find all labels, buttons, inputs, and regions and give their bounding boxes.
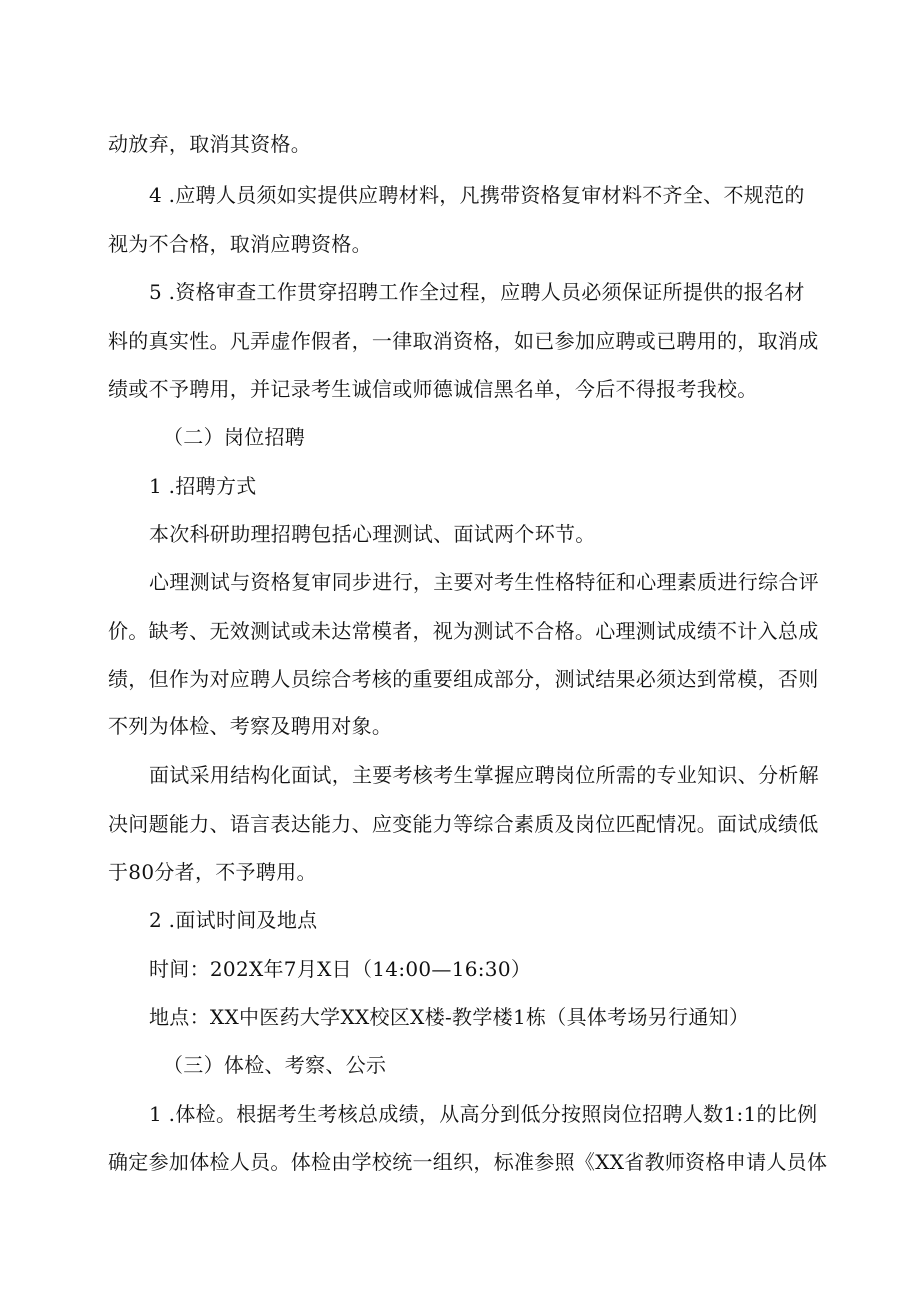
text-line: 价。缺考、无效测试或未达常模者，视为测试不合格。心理测试成绩不计入总成 bbox=[108, 619, 819, 643]
text-line: 绩或不予聘用，并记录考生诚信或师德诚信黑名单，今后不得报考我校。 bbox=[108, 377, 758, 401]
text-line: 绩，但作为对应聘人员综合考核的重要组成部分，测试结果必须达到常模，否则 bbox=[108, 667, 819, 691]
subsection-heading: 2 .面试时间及地点 bbox=[149, 908, 318, 932]
text-line: 料的真实性。凡弄虚作假者，一律取消资格，如已参加应聘或已聘用的，取消成 bbox=[108, 329, 819, 353]
text-line: 1 .体检。根据考生考核总成绩，从高分到低分按照岗位招聘人数1:1的比例 bbox=[149, 1102, 818, 1126]
text-line: 于80分者，不予聘用。 bbox=[108, 860, 317, 884]
interview-location: 地点：XX中医药大学XX校区X楼-教学楼1栋（具体考场另行通知） bbox=[149, 1005, 750, 1029]
section-heading: （三）体检、考察、公示 bbox=[163, 1053, 387, 1077]
text-line: 本次科研助理招聘包括心理测试、面试两个环节。 bbox=[149, 522, 596, 546]
text-line: 动放弃，取消其资格。 bbox=[108, 132, 311, 156]
text-line: 4 .应聘人员须如实提供应聘材料，凡携带资格复审材料不齐全、不规范的 bbox=[149, 183, 805, 207]
text-line: 确定参加体检人员。体检由学校统一组织，标准参照《XX省教师资格申请人员体 bbox=[108, 1150, 828, 1174]
subsection-heading: 1 .招聘方式 bbox=[149, 474, 257, 498]
text-line: 决问题能力、语言表达能力、应变能力等综合素质及岗位匹配情况。面试成绩低 bbox=[108, 812, 819, 836]
interview-time: 时间：202X年7月X日（14:00—16:30） bbox=[149, 957, 532, 981]
text-line: 视为不合格，取消应聘资格。 bbox=[108, 232, 372, 256]
text-line: 不列为体检、考察及聘用对象。 bbox=[108, 714, 393, 738]
text-line: 5 .资格审查工作贯穿招聘工作全过程，应聘人员必须保证所提供的报名材 bbox=[149, 280, 805, 304]
section-heading: （二）岗位招聘 bbox=[163, 425, 306, 449]
text-line: 心理测试与资格复审同步进行，主要对考生性格特征和心理素质进行综合评 bbox=[149, 570, 819, 594]
text-line: 面试采用结构化面试，主要考核考生掌握应聘岗位所需的专业知识、分析解 bbox=[149, 763, 819, 787]
